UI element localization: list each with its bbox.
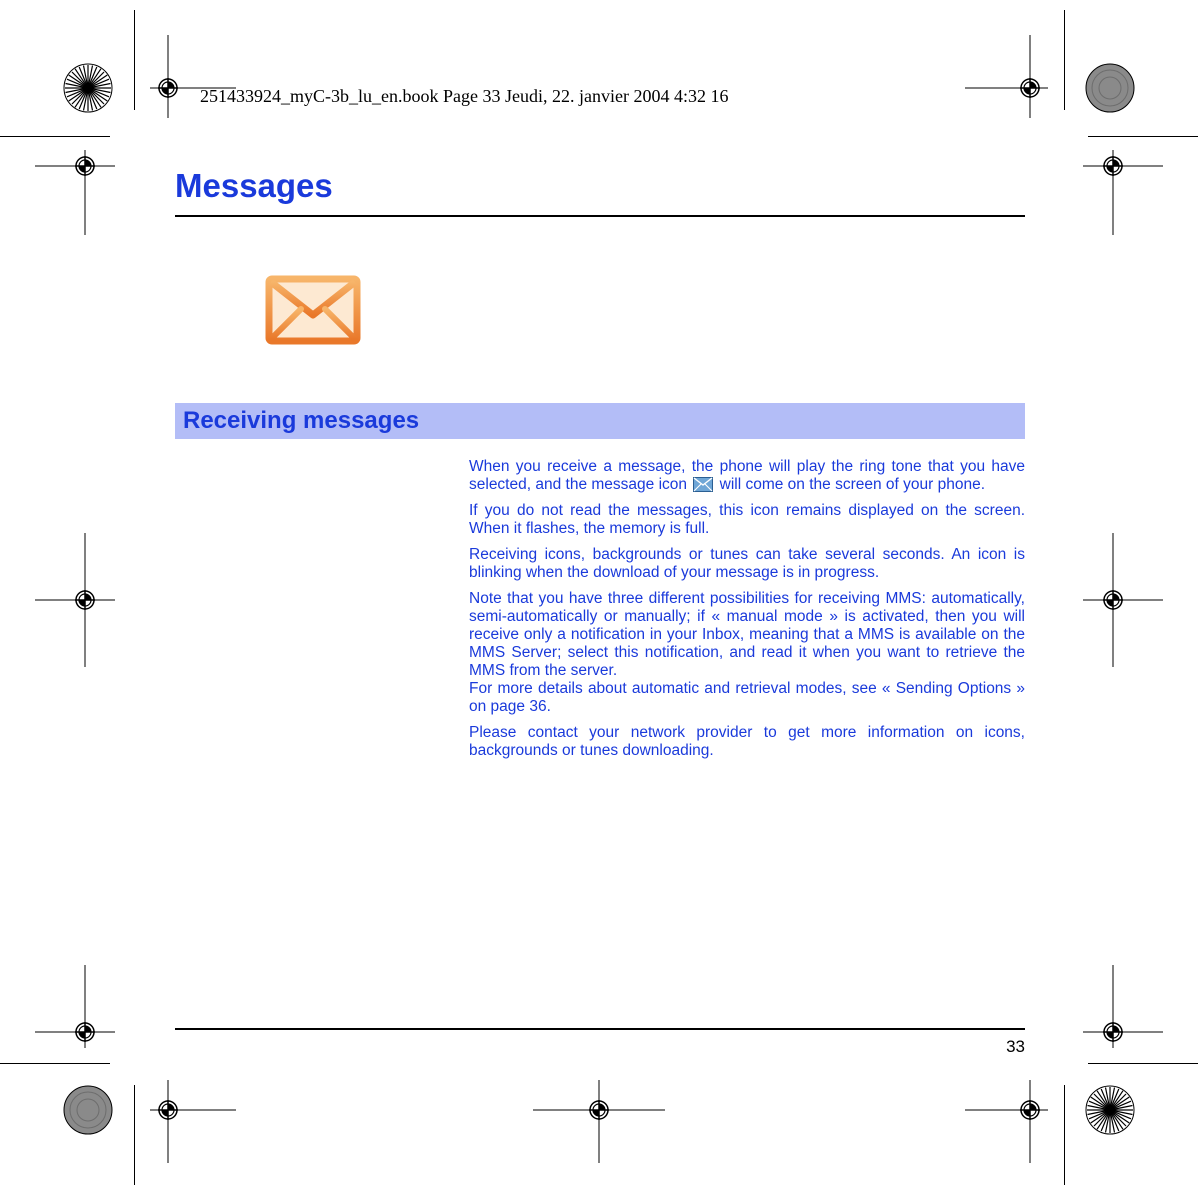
envelope-icon (263, 273, 363, 347)
page-title: Messages (175, 167, 333, 204)
section-band (175, 403, 1025, 439)
paragraph: Receiving icons, backgrounds or tunes can take several seconds. An icon is blinking when the download of your message is in progress. (469, 546, 1025, 581)
footer-rule (175, 1028, 1025, 1030)
page-number: 33 (1006, 1037, 1025, 1056)
grey-target-icon (1086, 64, 1134, 112)
starburst-icon (64, 64, 112, 112)
paragraph: Note that you have three different possibilities for receiving MMS: automatically, semi-automatically or manually; if « manual mode » is activated, then you will receive only a notification in your Inbox, meaning that a MMS is available on the MMS Server; select this notification, and read it when you want to retrieve the MMS from the server. (469, 590, 1025, 679)
title-rule (175, 215, 1025, 217)
paragraph (469, 458, 1025, 494)
paragraph: For more details about automatic and retrieval modes, see « Sending Options » on page 36. (469, 680, 1025, 715)
paragraph: If you do not read the messages, this icon remains displayed on the screen. When it flashes, the memory is full. (469, 502, 1025, 537)
book-header: 251433924_myC-3b_lu_en.book Page 33 Jeudi, 22. janvier 2004 4:32 16 (200, 86, 729, 106)
section-title: Receiving messages (183, 407, 420, 434)
paragraph-text: will come on the screen of your phone. (719, 476, 985, 493)
grey-target-icon (64, 1086, 112, 1134)
paragraph: Please contact your network provider to get more information on icons, backgrounds or tunes downloading. (469, 724, 1025, 759)
paragraph-text: When you receive a message, the phone will play the ring tone that you have selected, and the message icon (469, 458, 1025, 493)
section-body (469, 458, 1025, 768)
message-envelope-icon (693, 477, 713, 492)
starburst-icon (1086, 1086, 1134, 1134)
